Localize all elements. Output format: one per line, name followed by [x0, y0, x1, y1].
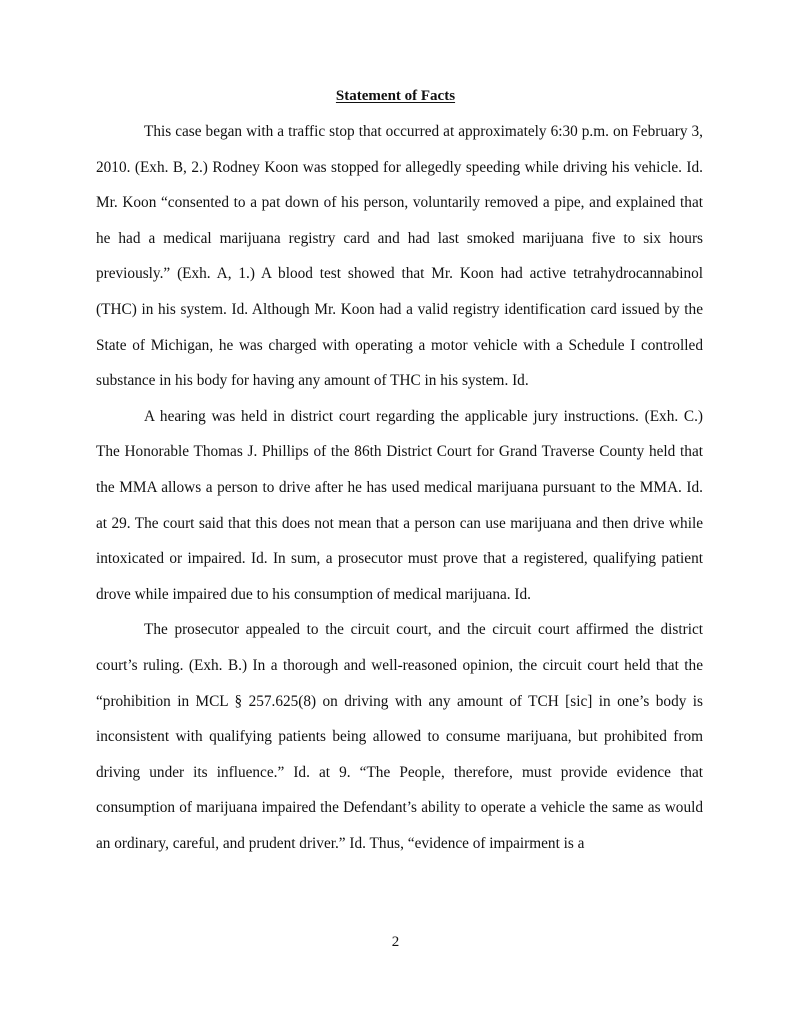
page-number: 2 [391, 934, 400, 950]
paragraph-1: This case began with a traffic stop that occurred at approximately 6:30 p.m. on February 3, 2010. (Exh. B, 2.) Rodney Koon was stopped for allegedly speeding while driving his vehicle. Id. Mr. Koon “consented to a pat down of his person, voluntarily removed a pipe, and explained that he had a medical marijuana registry card and had last smoked marijuana five to six hours previously.” (Exh. A, 1.) A blood test showed that Mr. Koon had active tetrahydrocannabinol (THC) in his system. Id. Although Mr. Koon had a valid registry identification card issued by the State of Michigan, he was charged with operating a motor vehicle with a Schedule I controlled substance in his body for having any amount of THC in his system. Id. [96, 123, 703, 390]
body-text [96, 114, 703, 861]
paragraph-3: The prosecutor appealed to the circuit court, and the circuit court affirmed the district court’s ruling. (Exh. B.) In a thorough and well-reasoned opinion, the circuit court held that the “prohibition in MCL § 257.625(8) on driving with any amount of TCH [sic] in one’s body is inconsistent with qualifying patients being allowed to consume marijuana, but prohibited from driving under its influence.” Id. at 9. “The People, therefore, must provide evidence that consumption of marijuana impaired the Defendant’s ability to operate a vehicle the same as would an ordinary, careful, and prudent driver.” Id. Thus, “evidence of impairment is a [96, 621, 703, 852]
paragraph-2: A hearing was held in district court regarding the applicable jury instructions. (Exh. C.) The Honorable Thomas J. Phillips of the 86th District Court for Grand Traverse County held that the MMA allows a person to drive after he has used medical marijuana pursuant to the MMA. Id. at 29. The court said that this does not mean that a person can use marijuana and then drive while intoxicated or impaired. Id. In sum, a prosecutor must prove that a registered, qualifying patient drove while impaired due to his consumption of medical marijuana. Id. [96, 407, 703, 603]
section-heading: Statement of Facts [335, 88, 456, 104]
